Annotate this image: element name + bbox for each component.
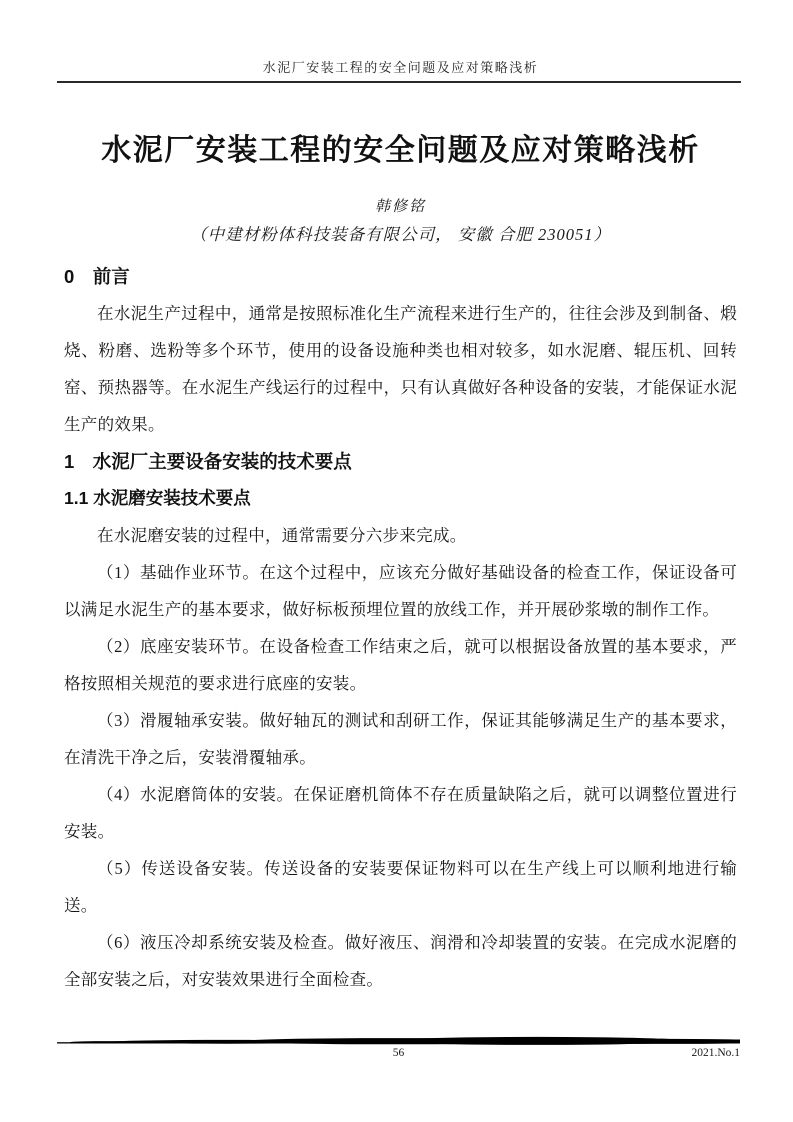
footer-text-row [57, 1046, 740, 1062]
subsection-heading-1-1: 1.1 水泥磨安装技术要点 [64, 488, 251, 508]
issue-label: 2021.No.1 [691, 1047, 740, 1059]
paper-title: 水泥厂安装工程的安全问题及应对策略浅析 [101, 134, 700, 167]
footer-divider-bar [57, 1036, 740, 1046]
author-name: 韩修铭 [374, 199, 426, 215]
paragraph-step-6: （6）液压冷却系统安装及检查。做好液压、润滑和冷却装置的安装。在完成水泥磨的全部安装之后，对安装效果进行全面检查。 [64, 933, 737, 989]
paragraph-step-4: （4）水泥磨筒体的安装。在保证磨机筒体不存在质量缺陷之后，就可以调整位置进行安装。 [64, 785, 737, 841]
author-affiliation: （中建材粉体科技装备有限公司， 安徽 合肥 230051） [190, 225, 611, 244]
running-header: 水泥厂安装工程的安全问题及应对策略浅析 [262, 60, 539, 75]
paragraph-step-2: （2）底座安装环节。在设备检查工作结束之后，就可以根据设备放置的基本要求，严格按照相关规范的要求进行底座的安装。 [64, 637, 737, 693]
paragraph-step-5: （5）传送设备安装。传送设备的安装要保证物料可以在生产线上可以顺利地进行输送。 [64, 859, 737, 915]
header-rule [57, 81, 741, 83]
section-heading-1: 1 水泥厂主要设备安装的技术要点 [64, 451, 352, 472]
page-number: 56 [392, 1047, 405, 1059]
page-footer [57, 1036, 740, 1062]
paragraph-intro: 在水泥生产过程中，通常是按照标准化生产流程来进行生产的，往往会涉及到制备、煅烧、粉磨、选粉等多个环节，使用的设备设施种类也相对较多，如水泥磨、辊压机、回转窑、预热器等。在水泥生产线运行的过程中，只有认真做好各种设备的安装，才能保证水泥生产的效果。 [64, 304, 737, 434]
paragraph-lead: 在水泥磨安装的过程中，通常需要分六步来完成。 [97, 526, 467, 545]
paragraph-step-1: （1）基础作业环节。在这个过程中，应该充分做好基础设备的检查工作，保证设备可以满足水泥生产的基本要求，做好标板预埋位置的放线工作，并开展砂浆墩的制作工作。 [64, 563, 737, 619]
paragraph-step-3: （3）滑履轴承安装。做好轴瓦的测试和刮研工作，保证其能够满足生产的基本要求，在清洗干净之后，安装滑覆轴承。 [64, 711, 737, 767]
section-heading-0-foreword: 0 前言 [64, 266, 130, 287]
